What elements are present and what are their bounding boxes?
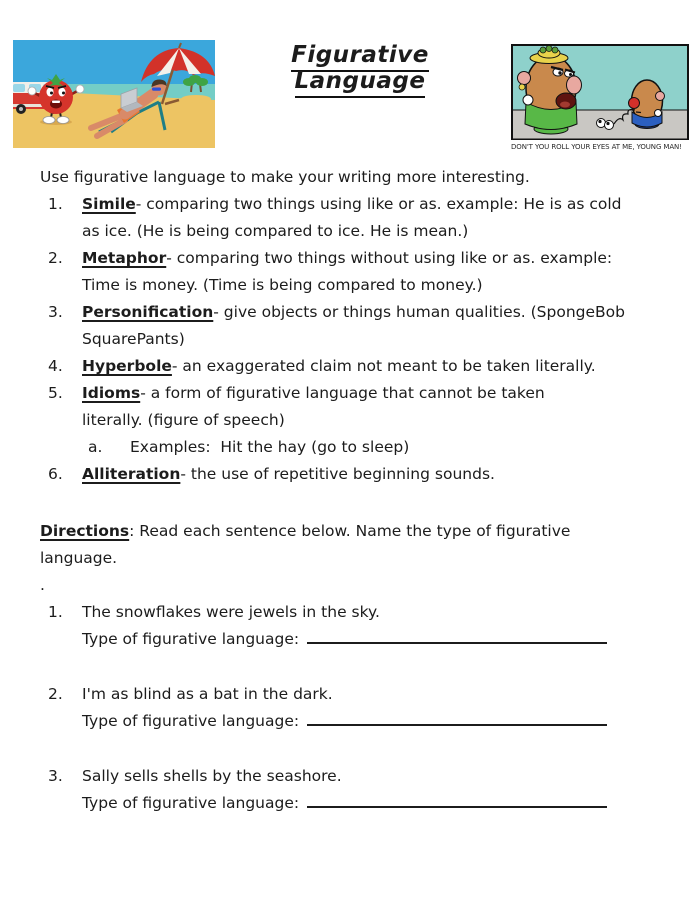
list-number: 4. (48, 357, 63, 375)
exercise-item (40, 681, 660, 735)
term-label: Metaphor (82, 249, 167, 267)
exercise-sentence: Sally sells shells by the seashore. (82, 767, 342, 785)
list-number: 5. (48, 384, 63, 402)
answer-prompt: Type of figurative language: (82, 712, 300, 730)
definition-text: Simile- comparing two things using like or as. example: He is as cold (82, 195, 622, 213)
exercises-section (40, 599, 660, 817)
answer-prompt: Type of figurative language: (82, 794, 300, 812)
definition-text: SquarePants) (82, 330, 185, 348)
potato-cartoon (511, 44, 689, 140)
definition-text: as ice. (He is being compared to ice. He is mean.) (82, 222, 469, 240)
definition-item (48, 461, 660, 488)
definition-text: Alliteration- the use of repetitive beginning sounds. (82, 465, 495, 483)
definition-item (48, 245, 660, 299)
exercise-item (40, 599, 660, 653)
worksheet-body (0, 164, 700, 845)
worksheet-header (0, 0, 700, 166)
list-number: 1. (48, 603, 63, 621)
potato-cartoon-image (511, 44, 689, 151)
mom-ear (518, 72, 531, 85)
directions-text: Directions: Read each sentence below. Name the type of figurative language. (40, 522, 571, 567)
idiom-example-text: Examples: Hit the hay (go to sleep) (130, 438, 410, 456)
exercise-sentence: I'm as blind as a bat in the dark. (82, 685, 333, 703)
sub-list-letter: a. (88, 438, 103, 456)
answer-prompt: Type of figurative language: (82, 630, 300, 648)
directions-label: Directions (40, 522, 130, 540)
term-label: Personification (82, 303, 214, 321)
exercise-item (40, 763, 660, 817)
answer-blank[interactable] (307, 791, 607, 808)
term-label: Idioms (82, 384, 141, 402)
page-title (222, 42, 498, 94)
page-title-text: Figurative Language (291, 42, 429, 98)
kid-nose (629, 98, 640, 109)
list-number: 1. (48, 195, 63, 213)
answer-blank[interactable] (307, 627, 607, 644)
list-number: 6. (48, 465, 63, 483)
sunglasses (152, 88, 161, 91)
definition-item (48, 191, 660, 245)
potato-cartoon-caption: DON'T YOU ROLL YOUR EYES AT ME, YOUNG MAN! (511, 143, 682, 151)
intro-text: Use figurative language to make your writing more interesting. (40, 168, 530, 186)
mom-nose (567, 76, 582, 94)
definition-item (48, 353, 660, 380)
stray-period: . (40, 576, 45, 594)
kid-hand (655, 110, 662, 117)
beach-scene (13, 40, 215, 148)
definition-text: Time is money. (Time is being compared to money.) (82, 276, 483, 294)
exercise-sentence: The snowflakes were jewels in the sky. (82, 603, 380, 621)
earring (519, 84, 525, 90)
definitions-list (40, 191, 660, 488)
kid-ear (656, 92, 665, 101)
definition-text: literally. (figure of speech) (82, 411, 285, 429)
definition-item (48, 380, 660, 461)
definition-text: Hyperbole- an exaggerated claim not meant to be taken literally. (82, 357, 596, 375)
term-label: Simile (82, 195, 136, 213)
definition-text: Metaphor- comparing two things without using like or as. example: (82, 249, 613, 267)
answer-blank[interactable] (307, 709, 607, 726)
list-number: 3. (48, 303, 63, 321)
beach-cartoon-image (13, 40, 215, 148)
mom-glove (523, 95, 533, 105)
list-number: 2. (48, 249, 63, 267)
tomato-body (39, 80, 73, 114)
definition-item (48, 299, 660, 353)
idiom-example-row (82, 434, 660, 461)
list-number: 3. (48, 767, 63, 785)
definition-text: Idioms- a form of figurative language that cannot be taken (82, 384, 545, 402)
term-label: Alliteration (82, 465, 181, 483)
list-number: 2. (48, 685, 63, 703)
term-label: Hyperbole (82, 357, 172, 375)
definition-text: Personification- give objects or things human qualities. (SpongeBob (82, 303, 625, 321)
